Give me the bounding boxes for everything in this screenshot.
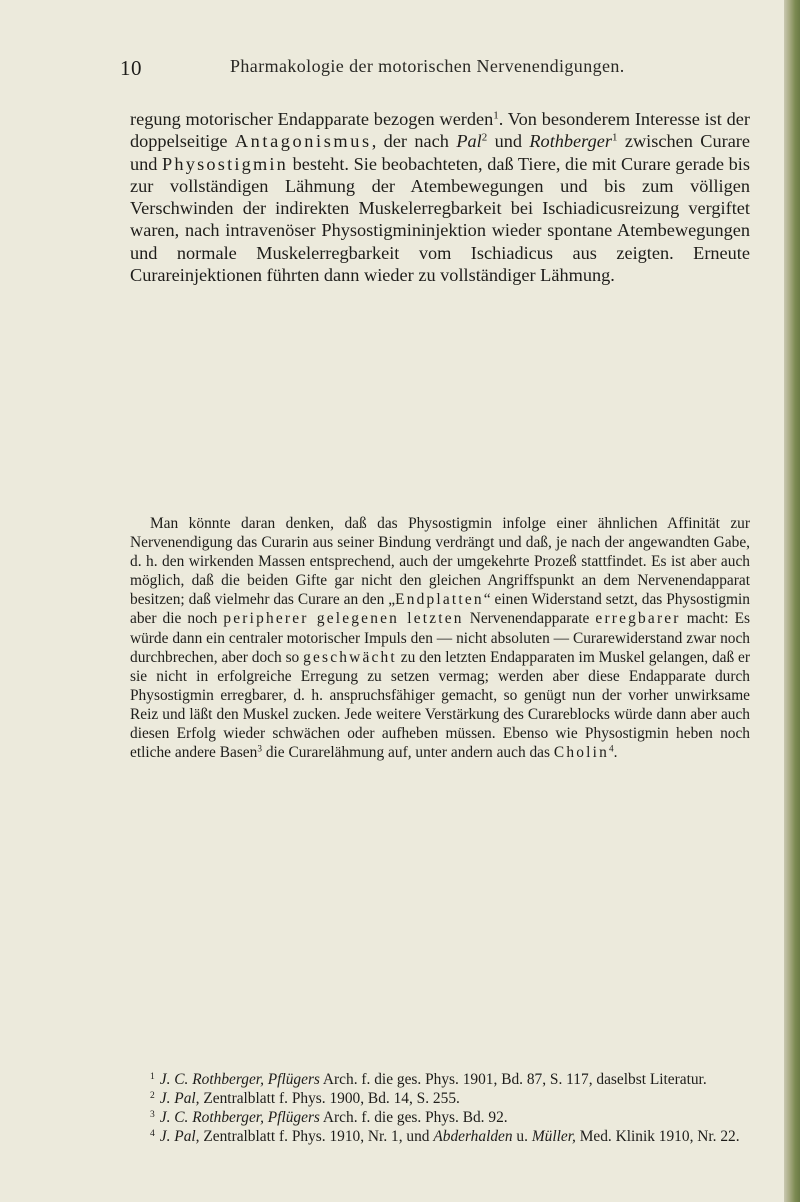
text-run: zwischen Curare und (130, 131, 751, 174)
spaced-term: Physostigmin (162, 153, 289, 174)
footnote-author: J. Pal, (159, 1128, 200, 1145)
text-run: Man könnte daran denken, daß das Physostigmin infolge einer ähnlichen Affinität zur Nervenendigung das Curarin aus seiner Bindung verdrängt und daß, je nach der angewandten Gabe, d. h. den wirkenden Massen entsprechend, auch der umgekehrte Prozeß stattfindet. Es ist aber auch möglich, daß die beiden Gifte gar nicht den gleichen Angriffspunkt an dem Nervenendapparat besitzen; daß vielmehr das Curare an den „ (130, 515, 750, 609)
text-run: und (487, 131, 530, 152)
footnotes (130, 1070, 760, 1146)
text-run: zu den letzten Endapparaten im Muskel gelangen, daß er sie nicht in erfolgreiche Erregung zu setzen vermag; werden aber diese Endapparate durch Physostigmin erregbarer, d. h. anspruchsfähiger gemacht, so genügt nun der vorher unwirksame Reiz und läßt den Muskel zucken. Jede weitere Verstärkung des Curareblocks würde dann aber auch diesen Erfolg wieder schwächen oder aufheben müssen. Ebenso wie Physostigmin heben noch etliche andere Basen (130, 648, 750, 762)
page-header (0, 56, 800, 88)
footnote (130, 1127, 760, 1146)
footnote (130, 1070, 760, 1089)
text-run: . (613, 744, 618, 762)
text-run: macht: Es würde dann ein centraler motorischer Impuls den — nicht absoluten — Curarewiderstand zwar noch durchbrechen, aber doch so (130, 610, 751, 666)
footnote-author: Müller, (531, 1128, 576, 1145)
footnote (130, 1089, 760, 1108)
spaced-term: Endplatten (395, 591, 484, 609)
spaced-term: Cholin (553, 744, 609, 762)
footnote-ref: 2 (481, 131, 488, 144)
text-run: Nervenendapparate (463, 610, 596, 628)
text-run: , der nach (371, 131, 457, 152)
spaced-term: geschwächt (303, 648, 397, 666)
footnote-ref: 1 (611, 131, 618, 144)
footnote-author: J. C. Rothberger, Pflügers (159, 1071, 320, 1088)
footnote-text: Arch. f. die ges. Phys. 1901, Bd. 87, S. 117, daselbst Literatur. (319, 1071, 707, 1088)
footnote-ref: 4 (608, 743, 614, 754)
text-run: besteht. Sie beobachteten, daß Tiere, die mit Curare gerade bis zur vollständigen Lähmung der Atembewegungen und bis zum völligen Verschwinden der indirekten Muskelerregbarkeit bei Ischiadicusreizung vergiftet waren, nach intravenöser Physostigmininjektion wieder spontane Atembewegungen und normale Muskelerregbarkeit vom Ischiadicus aus zeigten. Erneute Curareinjektionen führten dann wieder zu vollständiger Lähmung. (130, 153, 750, 286)
main-paragraph (130, 108, 750, 286)
footnote-author: J. Pal, (159, 1090, 200, 1107)
footnote-text: u. (512, 1128, 532, 1145)
footnote-mark: 4 (150, 1127, 155, 1139)
footnote-mark: 1 (150, 1070, 155, 1082)
author-name: Pal (456, 131, 482, 152)
text-run: die Curarelähmung auf, unter andern auch das (261, 744, 554, 762)
footnote-author: J. C. Rothberger, Pflügers (159, 1109, 320, 1126)
footnote-ref: 3 (257, 743, 262, 754)
running-head: Pharmakologie der motorischen Nervenendigungen. (230, 56, 625, 76)
spaced-term: erregbarer (595, 610, 681, 628)
footnote-mark: 2 (150, 1089, 155, 1101)
spaced-term: Antagonismus (234, 131, 372, 152)
small-print-paragraph (130, 514, 750, 762)
text-run: “ einen Widerstand setzt, das Physostigmin aber die noch (130, 591, 751, 628)
footnote-text: Zentralblatt f. Phys. 1900, Bd. 14, S. 255. (199, 1090, 460, 1107)
author-name: Rothberger (529, 131, 612, 152)
footnote-text: Med. Klinik 1910, Nr. 22. (575, 1128, 740, 1145)
page-edge-shadow (784, 0, 800, 1202)
footnote (130, 1108, 760, 1127)
text-run: . Von besonderem Interesse ist der doppelseitige (130, 109, 750, 152)
footnote-text: Arch. f. die ges. Phys. Bd. 92. (319, 1109, 508, 1126)
page-number: 10 (120, 56, 142, 80)
footnote-mark: 3 (150, 1108, 155, 1120)
footnote-author: Abderhalden (433, 1128, 513, 1145)
footnote-ref: 1 (493, 109, 499, 122)
spaced-term: peripherer gelegenen letzten (223, 610, 464, 628)
text-run: regung motorischer Endapparate bezogen werden (130, 109, 494, 129)
footnote-text: Zentralblatt f. Phys. 1910, Nr. 1, und (199, 1128, 434, 1145)
